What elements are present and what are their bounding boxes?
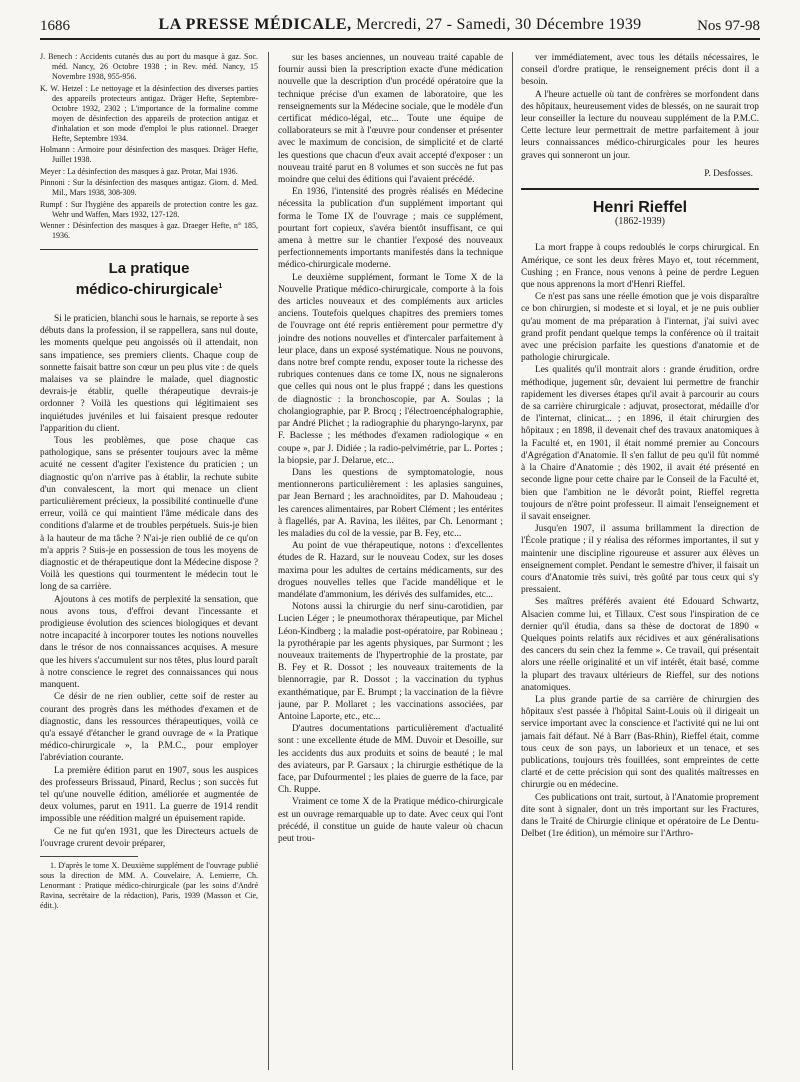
paragraph: Notons aussi la chirurgie du nerf sinu-carotidien, par Lucien Léger ; le pneumothorax thérapeutique, par Michel Léon-Kindberg ; la maladie post-opératoire, par Robineau ; la pyrothérapie par les agents physiques, par Surmont ; les nouveaux traitements de l'hypertrophie de la prostate, par B. Fey et R. Dossot ; les nouveaux traitements de la blennorragie, par R. Dossot ; la vaccination du typhus exanthématique, par E. Brumpt ; la vaccination de la fièvre jaune, par P. Mollaret ; les vaccinations associées, par Antoine Laporte, etc., etc... (278, 602, 503, 722)
paragraph: Tous les problèmes, que pose chaque cas pathologique, sans se présenter toujours avec la même acuité ne cessent d'agiter l'existence du praticien ; un diagnostic qu'on n'arrive pas à établir, la rechute subite d'un convalescent, la mort qui menace un client particulièrement précieux, la possibilité continuelle d'une erreur, voilà ce qui maintient l'âme médicale dans des conditions d'alarme et de troubles perpétuels. Suis-je bien à la hauteur de ma tâche ? N'ai-je rien oublié de ce qu'on m'a appris ? Suis-je en possession de tous les moyens de diagnostic et de thérapeutique dont la Médecine dispose ? Voilà les questions qui tourmentent le médecin tout le long de sa carrière. (40, 436, 258, 593)
section-rule (40, 249, 258, 250)
paragraph: Jusqu'en 1907, il assuma brillamment la direction de l'École pratique ; il y réalisa des réformes importantes, il sut y maintenir une discipline rigoureuse et assurer aux élèves un enseignement complet. Pendant le semestre d'hiver, il faisait un cours d'Anatomie très suivi, très goûté par tous ceux qui s'y pressaient. (521, 524, 759, 596)
reference-item: Holmann : Armoire pour désinfection des masques. Dräger Hefte, Juillet 1938. (40, 145, 258, 164)
article-title-line-2: médico-chirurgicale (75, 281, 219, 298)
section-rule (521, 188, 759, 190)
column-divider (268, 52, 269, 1070)
reference-item: Pinnoni : Sur la désinfection des masques antigaz. Giorn. d. Med. Mil., Mars 1938, 308-309. (40, 178, 258, 197)
paragraph: A l'heure actuelle où tant de confrères se morfondent dans des hôpitaux, heureusement vides de blessés, on ne saurait trop leur conseiller la lecture du nouveau supplément de la P.M.C. Cette lecture leur permettrait de mettre parfaitement à jour leurs connaissances médico-chirurgicales pour les heures graves qui sonneront un jour. (521, 89, 759, 161)
paragraph: Vraiment ce tome X de la Pratique médico-chirurgicale est un ouvrage remarquable up to date. Avec ceux qui l'ont précédé, il constitue un guide de haute valeur où chacun peut trou- (278, 797, 503, 844)
issue-date: Mercredi, 27 - Samedi, 30 Décembre 1939 (356, 16, 642, 33)
obituary-dates: (1862-1939) (615, 216, 665, 228)
paragraph: Dans les questions de symptomatologie, nous mentionnerons particulièrement : les aplasies sanguines, par Jean Bernard ; les arachnoïdites, par D. Mahoudeau ; les carences alimentaires, par Robert Clément ; les entérites à flagellés, par A. Ravina, les iléites, par Ch. Lenormant ; les maladies du col de la vessie, par B. Fey, etc... (278, 467, 503, 539)
reference-item: Wenner : Désinfection des masques à gaz. Draeger Hefte, n° 185, 1936. (40, 221, 258, 240)
journal-name: LA PRESSE MÉDICALE, (158, 16, 352, 33)
paragraph: Ajoutons à ces motifs de perplexité la sensation, que nous avons tous, d'effroi devant l'incessante et prodigieuse évolution des sciences biologiques et devant notre incapacité à incorporer toutes les notions nouvelles dans le trésor de nos connaissances acquises. A mesure que les hivers s'accumulent sur nos têtes, plus lourd paraît à notre conscience le regret des connaissances qui nous manquent. (40, 594, 258, 691)
journal-title (40, 16, 760, 34)
paragraph: Ce ne fut qu'en 1931, que les Directeurs actuels de l'ouvrage crurent devoir préparer, (40, 826, 258, 849)
paragraph: Ce désir de ne rien oublier, cette soif de rester au courant des progrès dans les méthodes d'examen et de diagnostic, dans les ressources thérapeutiques, voilà ce qu'a essayé d'étancher le grand ouvrage de « la Pratique médico-chirurgicale », la P.M.C., pour employer l'abréviation courante. (40, 692, 258, 764)
page-number: 1686 (40, 18, 70, 34)
paragraph: La mort frappe à coups redoublés le corps chirurgical. En Amérique, ce sont les deux frères Mayo et, tout récemment, Cushing ; en France, nous venons à peine de perdre Leguen que nous apprenons la mort d'Henri Rieffel. (521, 243, 759, 291)
paragraph: Si le praticien, blanchi sous le harnais, se reporte à ses débuts dans la profession, il se rappellera, sans nul doute, les moments quelque peu angoissés où il attendait, non sans impatience, ses premiers clients. Chaque coup de sonnette faisait battre son cœur un peu plus vite : de quels malaises va se plaindre le malade, quel diagnostic devrais-je établir, quelle thérapeutique devrais-je ordonner ? Voilà les questions qui légitimaient ses inquiétudes juvéniles et lui faisaient presque redouter l'apparition du client. (40, 314, 258, 434)
paragraph: En 1936, l'intensité des progrès réalisés en Médecine nécessita la publication d'un supplément important qui forma le Tome IX de l'ouvrage ; mais ce supplément, pourtant fort copieux, s'avéra bientôt insuffisant, ce qui amena à mettre sur le chantier l'exposé des nouveaux perfectionnements importants manifestés dans la technique médico-chirurgicale moderne. (278, 187, 503, 271)
paragraph: sur les bases anciennes, un nouveau traité capable de fournir aussi bien la prescription exacte d'une médication nouvelle que la description d'un procédé opératoire que la technique précise d'un examen de laboratoire, que les renseignements sur la Médecine sociale, que le modèle d'un certificat médico-légal, etc... Toute une équipe de collaborateurs se mit à l'œuvre pour condenser et présenter avec le maximum de concision, de simplicité et de clarté les questions que chacun d'eux avait accepté d'exposer : un nouveau traité parut en 8 volumes et son succès ne fut pas moindre que celui des éditions qui l'avaient précédé. (278, 53, 503, 186)
reference-list (40, 52, 258, 241)
column-divider (512, 52, 513, 1070)
paragraph: Les qualités qu'il montrait alors : grande érudition, ordre méthodique, jugement sûr, devaient lui permettre de franchir rapidement les diverses étapes qu'il avait à parcourir au cours de sa carrière chirurgicale : adjuvat, prosectorat, médaille d'or de l'internat, clinicat... ; en 1896, il était chirurgien des hôpitaux ; en 1898, il devenait chef des travaux anatomiques à la Faculté et, en 1901, il était nommé premier au Concours d'Agrégation d'Anatomie. Il s'en fallut de peu qu'il fût nommé à la Chaire d'Anatomie ; dès 1902, il avait été présenté en seconde ligne pour cette chaire par le Conseil de la Faculté et, bien que l'ambition ne le dévorât point, Rieffel regretta toujours de n'être point professeur. Il aimait l'enseignement et il savait enseigner. (521, 365, 759, 522)
page-header (40, 14, 760, 40)
paragraph: Ce n'est pas sans une réelle émotion que je vois disparaître ce bon chirurgien, si modeste et si loyal, et je ne puis oublier qu'au moment de ma préparation à l'internat, j'ai suivi avec grand profit pendant quelque temps la conférence où il traitait avec une précision parfaite les questions d'anatomie et de pathologie chirurgicale. (521, 292, 759, 364)
column-1 (40, 52, 258, 1072)
footnote-rule (40, 856, 138, 857)
paragraph: Ses maîtres préférés avaient été Edouard Schwartz, Alsacien comme lui, et Tillaux. C'est sous l'inspiration de ce dernier qu'il étudia, dans sa thèse de doctorat de 1890 « Quelques points relatifs aux récidives et aux généralisations des cancers du sein chez la femme ». Ce travail, qui présentait alors une réelle originalité et un vif intérêt, était basé, comme la plupart des travaux ultérieurs de Rieffel, sur des notions anatomiques. (521, 597, 759, 693)
reference-item: Meyer : La désinfection des masques à gaz. Protar, Mai 1936. (40, 166, 238, 176)
reference-item: Rumpf : Sur l'hygiène des appareils de protection contre les gaz. Wehr und Waffen, Mars 1932, 127-128. (40, 199, 258, 219)
article-title (40, 260, 258, 299)
paragraph: La plus grande partie de sa carrière de chirurgien des hôpitaux s'est passée à l'hôpital Saint-Louis où il dirigeait un service important avec la conscience et l'activité qui ne lui ont jamais fait défaut. Né à Barr (Bas-Rhin), Rieffel était, comme tous ceux de son pays, un laborieux et un tenace, et ses publications, toujours très fouillées, sont empreintes de cette clarté et de cette précision qui sont des qualités maîtresses en chirurgie ou en médecine. (521, 694, 759, 791)
column-2 (278, 52, 503, 1072)
article-body (40, 313, 258, 850)
reference-item: K. W. Hetzel : Le nettoyage et la désinfection des diverses parties des appareils protecteurs antigaz. Dräger Hefte, Septembre-Octobre 1932, 2302 ; L'importance de la formaline comme moyen de désinfection des appareils de protection antigaz et d'inhalation et son mode d'emploi le plus rationnel. Draeger Hefte, Septembre 1934. (40, 83, 258, 143)
author-signature: P. Desfosses. (704, 168, 753, 179)
reference-item: J. Benech : Accidents cutanés dus au port du masque à gaz. Soc. méd. Nancy, 26 Octobre 1938 ; in Rev. méd. Nancy, 15 Novembre 1938, 955-956. (40, 52, 258, 81)
column-3 (521, 52, 759, 1072)
paragraph: La première édition parut en 1907, sous les auspices des professeurs Brissaud, Pinard, Reclus ; son succès fut tel qu'une nouvelle édition, améliorée et augmentée de deux volumes, parut en 1911. La guerre de 1914 rendit impossible une réédition malgré un épuisement rapide. (40, 765, 258, 825)
paragraph: Le deuxième supplément, formant le Tome X de la Nouvelle Pratique médico-chirurgicale, comporte à la fois des articles nouveaux et des compléments aux articles anciens. Toutefois quelques chapitres des premiers tomes de l'ouvrage ont été repris entièrement pour permettre d'y joindre des notions nouvelles et d'intercaler parfaitement à leur place, dans un exposé systématique. Nous ne pouvons, dans notre bref compte rendu, exposer toute la richesse des rubriques contenues dans ce tome IX, nous ne signalerons que celles qui nous ont le plus frappé ; dans les questions de diagnostic : la bronchoscopie, par A. Soulas ; la cholangiographie, par P. Brocq ; l'électroencéphalographie, par André Plichet ; la radiographie du pharyngo-larynx, par F. Baclesse ; les méthodes d'examen radiologique « en coupe », par J. Didiée ; la radio-pelvimétrie, par L. Portes ; la biopsie, par J. Delarue, etc... (278, 272, 503, 466)
paragraph: Au point de vue thérapeutique, notons : d'excellentes études de R. Hazard, sur le nouveau Codex, sur les doses maxima pour les adultes de certains médicaments, sur des drogues nouvelles telles que l'acide mandélique et le mandélate d'ammonium, les dérivés des sulfamides, etc... (278, 541, 503, 600)
paragraph: D'autres documentations particulièrement d'actualité sont : une excellente étude de MM. Duvoir et Desoille, sur les accidents dus aux produits et soins de beauté ; le mal des aviateurs, par P. Garsaux ; la chirurgie esthétique de la face, par Dufourmentel ; les plaies de guerre de la face, par Ch. Ruppe. (278, 724, 503, 796)
obituary-title: Henri Rieffel (592, 199, 688, 217)
article-title-line-1: La pratique (108, 260, 190, 277)
paragraph: ver immédiatement, avec tous les détails nécessaires, le conseil d'ordre pratique, le renseignement précis dont il a besoin. (521, 53, 759, 88)
paragraph: Ces publications ont trait, surtout, à l'Anatomie proprement dite sont à signaler, dont un très important sur les Fractures, dans le Traité de Chirurgie clinique et opératoire de Le Dentu-Delbet (1re édition), un mémoire sur l'Arthro- (521, 792, 759, 840)
footnote: 1. D'après le tome X. Deuxième supplément de l'ouvrage publié sous la direction de MM. A. Couvelaire, A. Lemierre, Ch. Lenormant : Pratique médico-chirurgicale (par les soins d'André Ravina, secrétaire de la rédaction), Paris, 1939 (Masson et Cie, édit.). (40, 860, 258, 910)
issue-number: Nos 97-98 (697, 18, 760, 34)
footnote-mark: 1 (218, 283, 223, 290)
